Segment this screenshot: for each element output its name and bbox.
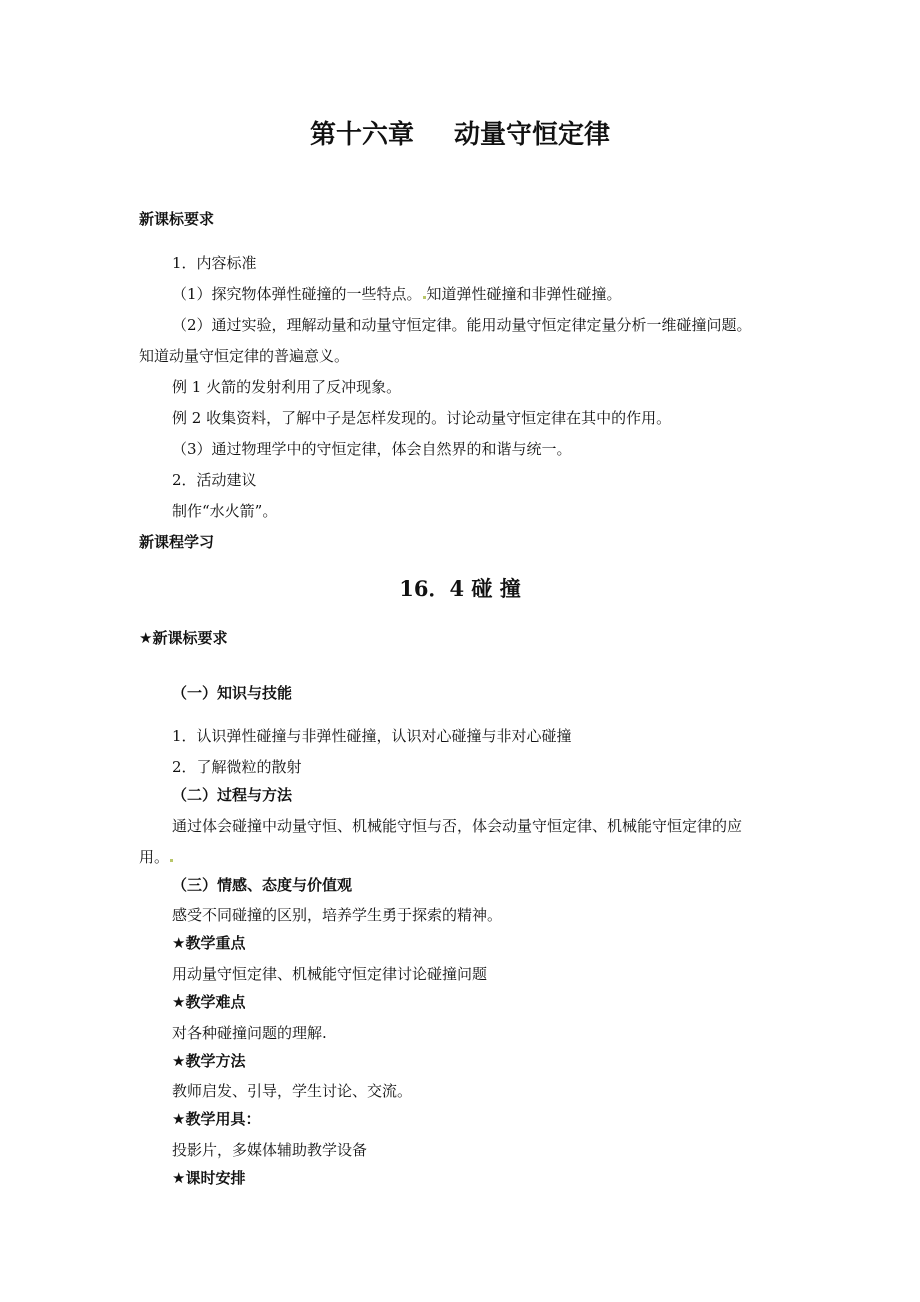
example-1: 例 1 火箭的发射利用了反冲现象。 <box>172 378 402 396</box>
activity-label: 2．活动建议 <box>172 471 257 489</box>
content-standard-label: 1．内容标准 <box>172 254 257 272</box>
section-heading-curriculum: 新课标要求 <box>139 210 215 228</box>
knowledge-item-1: 1．认识弹性碰撞与非弹性碰撞，认识对心碰撞与非对心碰撞 <box>172 727 572 745</box>
difficulty-heading: ★教学难点 <box>172 993 246 1011</box>
knowledge-item-2: 2．了解微粒的散射 <box>172 758 302 776</box>
difficulty-line: 对各种碰撞问题的理解. <box>172 1024 327 1042</box>
chapter-title <box>0 118 920 152</box>
activity-item: 制作“水火箭”。 <box>172 502 278 520</box>
tools-heading: ★教学用具： <box>172 1110 261 1128</box>
tools-line: 投影片，多媒体辅助教学设备 <box>172 1141 368 1159</box>
lesson-title: 16．4 碰 撞 <box>399 576 521 601</box>
standard-item-2-cont: 知道动量守恒定律的普遍意义。 <box>139 347 350 365</box>
standard-item-3: （3）通过物理学中的守恒定律，体会自然界的和谐与统一。 <box>172 440 572 458</box>
example-2: 例 2 收集资料，了解中子是怎样发现的。讨论动量守恒定律在其中的作用。 <box>172 409 672 427</box>
chapter-number: 第十六章 <box>309 120 414 150</box>
focus-heading: ★教学重点 <box>172 934 246 952</box>
knowledge-heading: （一）知识与技能 <box>172 684 293 702</box>
method-line: 教师启发、引导，学生讨论、交流。 <box>172 1082 413 1100</box>
process-heading: （二）过程与方法 <box>172 786 293 804</box>
method-heading: ★教学方法 <box>172 1052 246 1070</box>
chapter-name: 动量守恒定律 <box>454 120 611 150</box>
standard-item-2: （2）通过实验，理解动量和动量守恒定律。能用动量守恒定律定量分析一维碰撞问题。 <box>172 316 752 334</box>
star-heading-curriculum: ★新课标要求 <box>139 629 228 647</box>
focus-line: 用动量守恒定律、机械能守恒定律讨论碰撞问题 <box>172 965 488 983</box>
standard-item-1: （1）探究物体弹性碰撞的一些特点。 知道弹性碰撞和非弹性碰撞。 <box>172 285 622 303</box>
section-heading-course: 新课程学习 <box>139 533 215 551</box>
schedule-heading: ★课时安排 <box>172 1169 246 1187</box>
process-line-2: 用。 <box>139 847 174 867</box>
process-line-1: 通过体会碰撞中动量守恒、机械能守恒与否，体会动量守恒定律、机械能守恒定律的应 <box>172 817 743 835</box>
emotion-line: 感受不同碰撞的区别，培养学生勇于探索的精神。 <box>172 906 503 924</box>
emotion-heading: （三）情感、态度与价值观 <box>172 876 353 894</box>
